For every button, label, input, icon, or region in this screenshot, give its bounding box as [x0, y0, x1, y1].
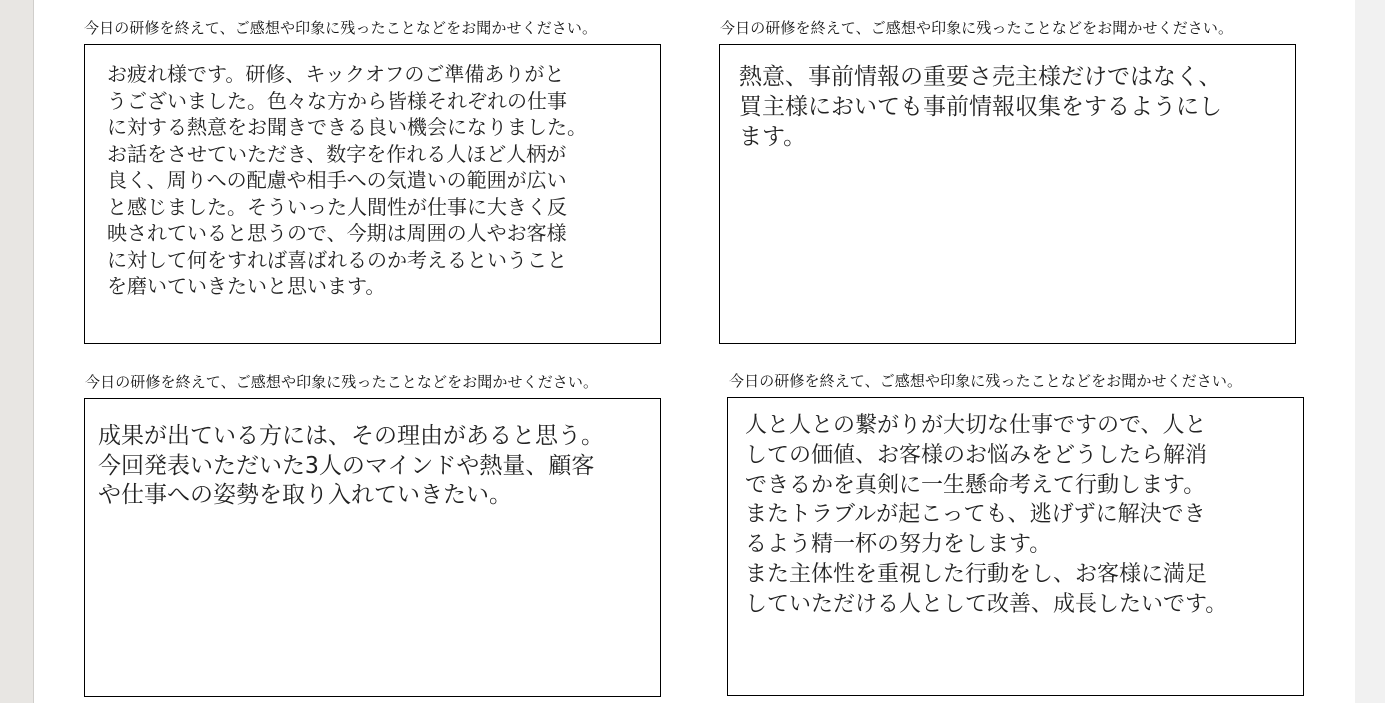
- card-3-answer-text: 成果が出ている方には、その理由があると思う。 今回発表いただいた3人のマインドや熱量、顧客 や仕事への姿勢を取り入れていきたい。: [98, 423, 604, 508]
- card-2-answer-text: 熱意、事前情報の重要さ売主様だけではなく、 買主様においても事前情報収集をするようにし ます。: [739, 64, 1222, 150]
- card-2-prompt: 今日の研修を終えて、ご感想や印象に残ったことなどをお聞かせください。: [720, 19, 1234, 37]
- card-3-prompt: 今日の研修を終えて、ご感想や印象に残ったことなどをお聞かせください。: [85, 373, 599, 391]
- card-3-answer-box: [84, 398, 661, 697]
- card-4-answer-text: 人と人との繋がりが大切な仕事ですので、人と しての価値、お客様のお悩みをどうしたら解消 できるかを真剣に一生懸命考えて行動します。 またトラブルが起こっても、逃げずに解決でき るよう精一杯の努力をします。 また主体性を重視した行動をし、お客様に満足 していただける人として改善、成長したいです。: [745, 413, 1228, 617]
- card-2-answer-box: [719, 44, 1296, 344]
- scrollbar-track[interactable]: [1355, 0, 1385, 703]
- card-1-answer-box: [84, 44, 661, 344]
- card-4-answer-box: [727, 397, 1304, 696]
- card-1-prompt: 今日の研修を終えて、ご感想や印象に残ったことなどをお聞かせください。: [84, 19, 598, 37]
- card-1-answer-text: お疲れ様です。研修、キックオフのご準備ありがと うございました。色々な方から皆様それぞれの仕事 に対する熱意をお聞きできる良い機会になりました。 お話をさせていただき、数字を作れる人ほど人柄が 良く、周りへの配慮や相手への気遣いの範囲が広い と感じました。そういった人間性が仕事に大きく反 映されていると思うので、今期は周囲の人やお客様 に対して何をすれば喜ばれるのか考えるということ を磨いていきたいと思います。: [107, 62, 587, 298]
- card-4-prompt: 今日の研修を終えて、ご感想や印象に残ったことなどをお聞かせください。: [729, 372, 1243, 390]
- document-page: [33, 0, 1356, 703]
